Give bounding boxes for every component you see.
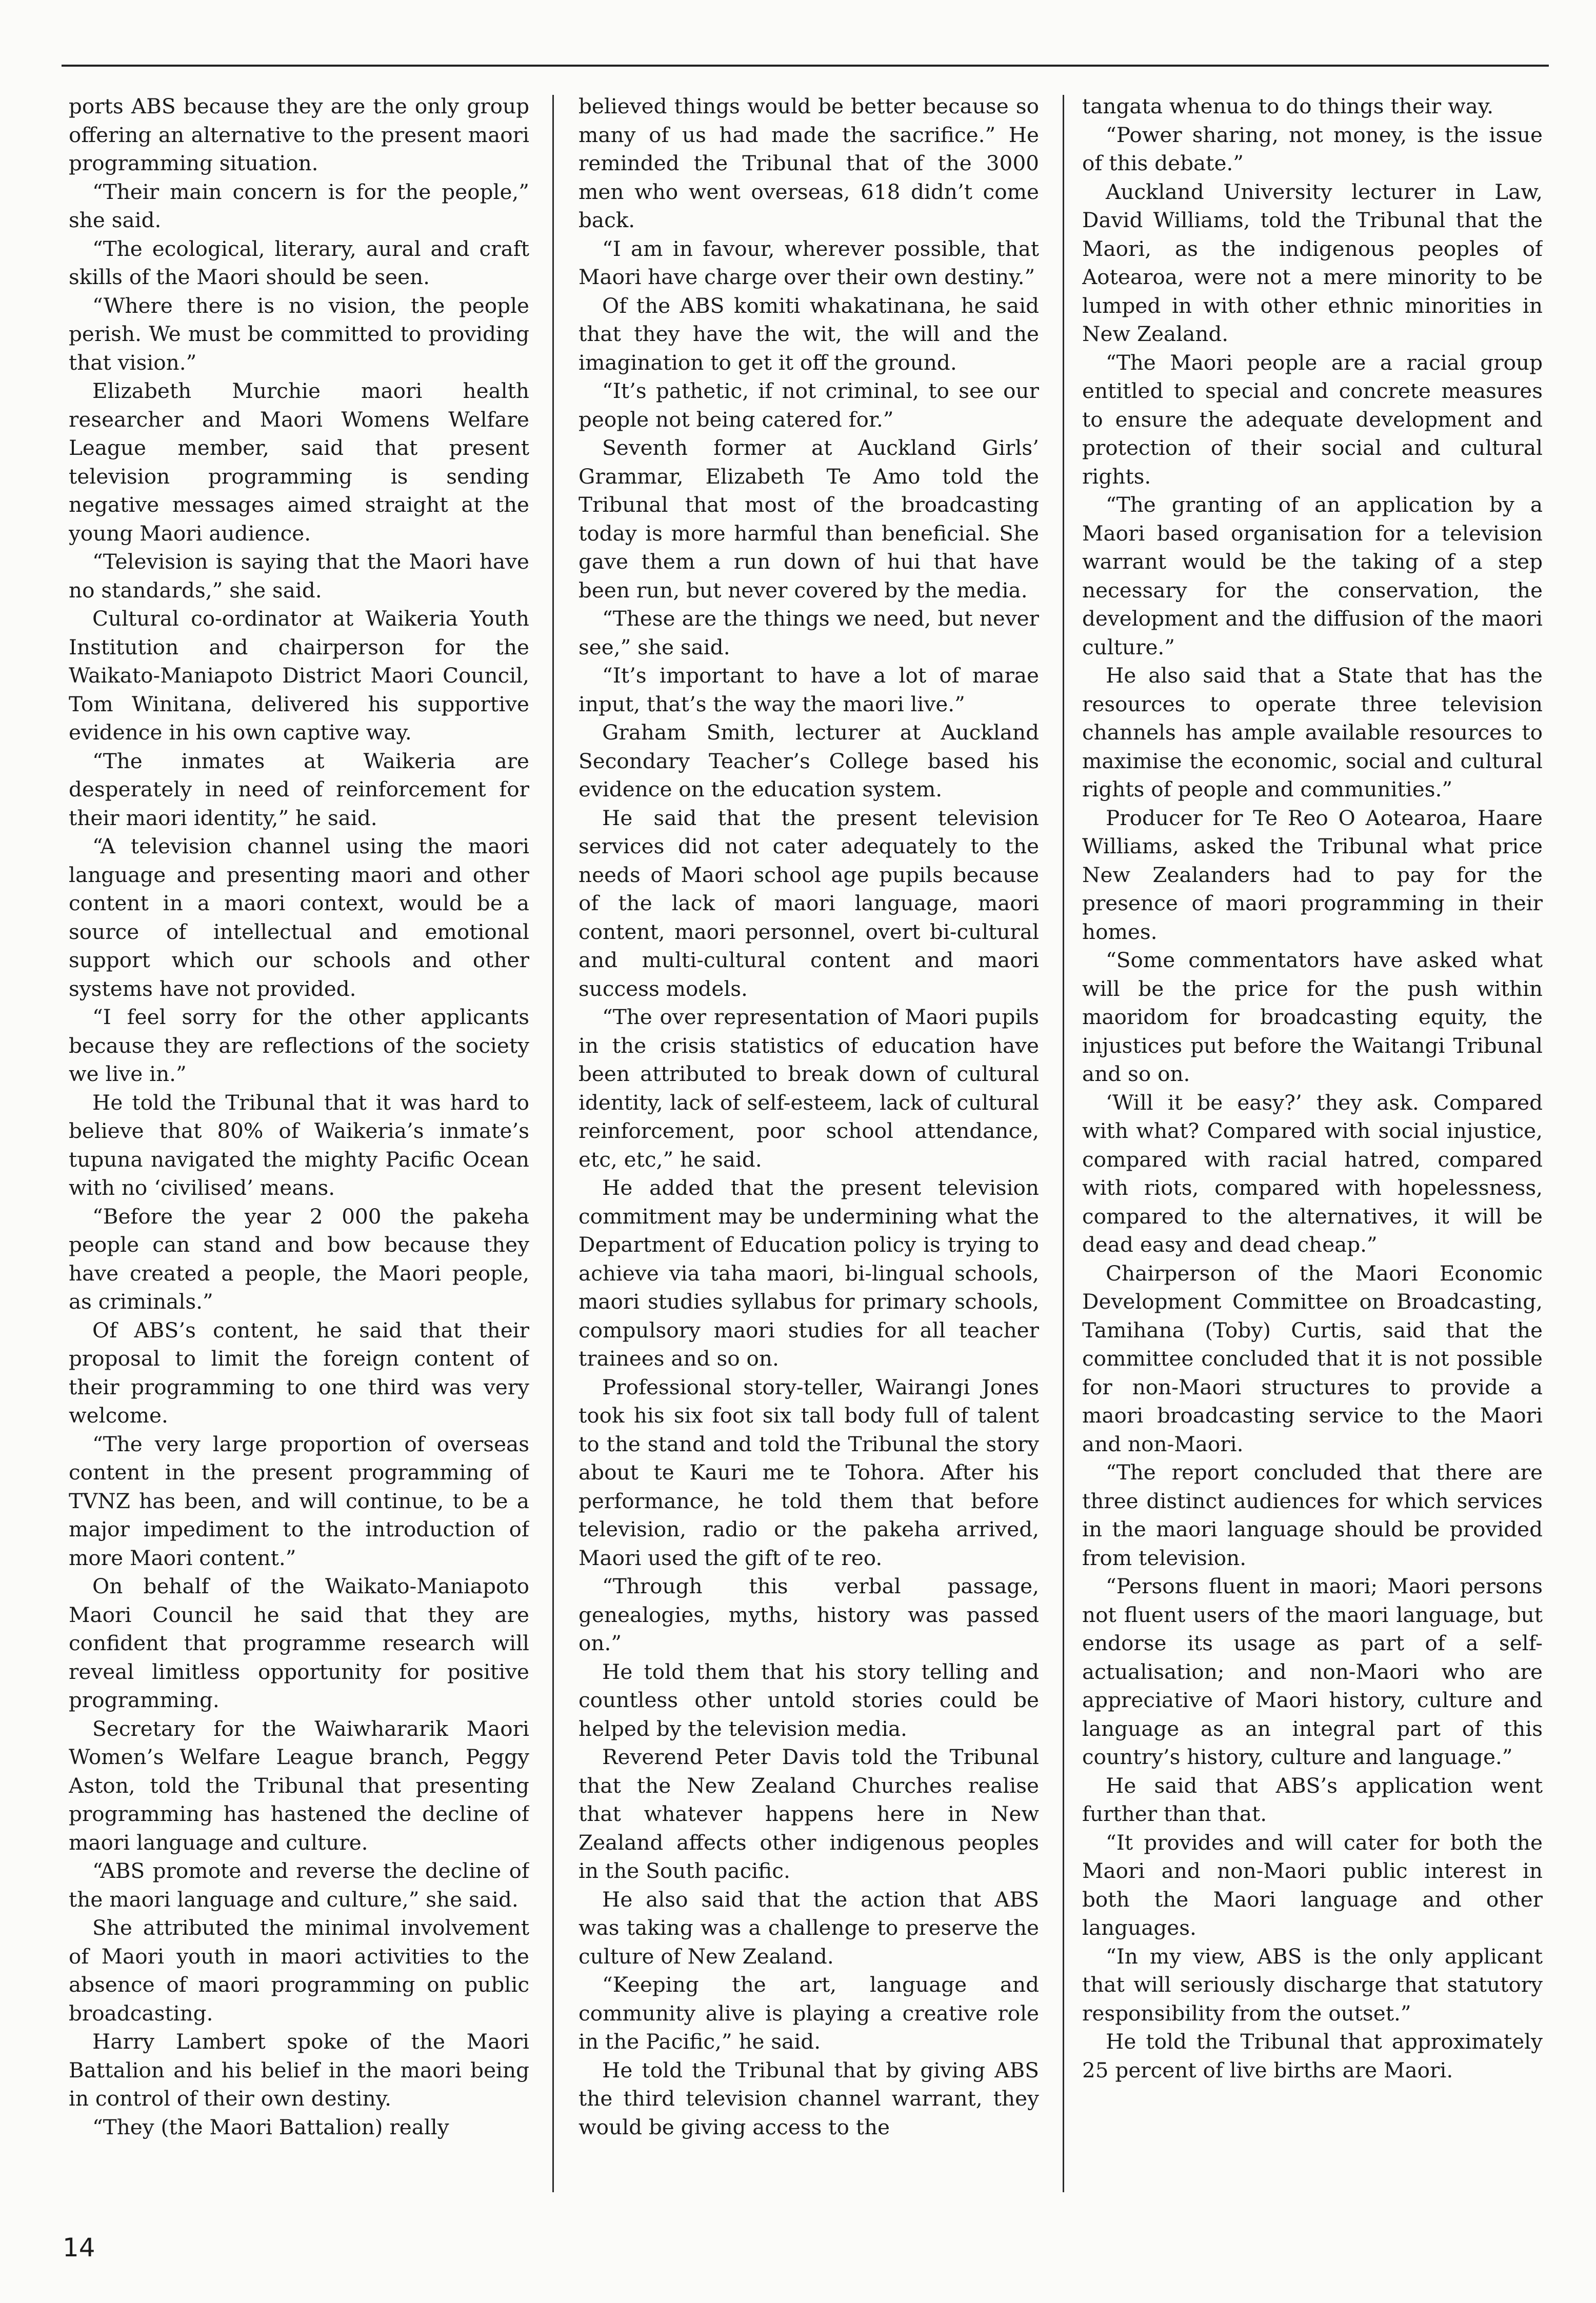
article-paragraph: “A television channel using the maori language and presenting maori and other content in a maori context, would be a source of intellectual and emotional support which our schools and other systems have not provided.: [69, 834, 529, 1001]
article-paragraph: “Keeping the art, language and community alive is playing a creative role in the Pacific,” he said.: [578, 1972, 1039, 2054]
article-paragraph: He said that ABS’s application went further than that.: [1082, 1773, 1543, 1826]
article-paragraph: Auckland University lecturer in Law, David Williams, told the Tribunal that the Maori, as the indigenous peoples of Aotearoa, were not a mere minority to be lumped in with other ethnic minorities in New Zealand.: [1082, 179, 1543, 346]
article-paragraph: He told the Tribunal that by giving ABS the third television channel warrant, they would be giving access to the: [578, 2057, 1039, 2139]
article-paragraph: “It provides and will cater for both the Maori and non-Maori public interest in both the Maori language and other languages.: [1082, 1830, 1543, 1940]
article-paragraph: “In my view, ABS is the only applicant that will seriously discharge that statutory responsibility from the outset.”: [1082, 1944, 1543, 2026]
article-paragraph: “Before the year 2 000 the pakeha people can stand and bow because they have created a people, the Maori people, as criminals.”: [69, 1204, 529, 1314]
article-paragraph: Graham Smith, lecturer at Auckland Secondary Teacher’s College based his evidence on the education system.: [578, 720, 1039, 802]
article-paragraph: Producer for Te Reo O Aotearoa, Haare Williams, asked the Tribunal what price New Zealanders had to pay for the presence of maori programming in their homes.: [1082, 805, 1543, 944]
article-paragraph: “The inmates at Waikeria are desperately in need of reinforcement for their maori identity,” he said.: [69, 748, 529, 830]
article-paragraph: “The very large proportion of overseas content in the present programming of TVNZ has been, and will continue, to be a major impediment to the introduction of more Maori content.”: [69, 1431, 529, 1570]
article-paragraph: Harry Lambert spoke of the Maori Battalion and his belief in the maori being in control of their own destiny.: [69, 2029, 529, 2111]
article-paragraph: “I feel sorry for the other applicants because they are reflections of the society we live in.”: [69, 1005, 529, 1086]
article-paragraph: believed things would be better because so many of us had made the sacrifice.” He reminded the Tribunal that of the 3000 men who went overseas, 618 didn’t come back.: [578, 94, 1039, 232]
article-paragraph: She attributed the minimal involvement of Maori youth in maori activities to the absence of maori programming on public broadcasting.: [69, 1915, 529, 2026]
article-paragraph: “The ecological, literary, aural and craft skills of the Maori should be seen.: [69, 236, 529, 289]
article-paragraph: Chairperson of the Maori Economic Development Committee on Broadcasting, Tamihana (Toby) Curtis, said that the committee concluded that it is not possible for non-Maori structures to provide a maori broadcasting service to the Maori and non-Maori.: [1082, 1260, 1543, 1456]
article-paragraph: “The report concluded that there are three distinct audiences for which services in the maori language should be provided from television.: [1082, 1460, 1543, 1570]
article-paragraph: “Their main concern is for the people,” she said.: [69, 179, 529, 232]
article-paragraph: tangata whenua to do things their way.: [1082, 94, 1494, 118]
article-paragraph: He told them that his story telling and countless other untold stories could be helped by the television media.: [578, 1659, 1039, 1741]
article-paragraph: “They (the Maori Battalion) really: [92, 2114, 449, 2139]
article-paragraph: Reverend Peter Davis told the Tribunal that the New Zealand Churches realise that whatever happens here in New Zealand affects other indigenous peoples in the South pacific.: [578, 1745, 1039, 1883]
article-paragraph: ‘Will it be easy?’ they ask. Compared with what? Compared with social injustice, compared with racial hatred, compared with riots, compared with hopelessness, compared to the alternatives, it will be dead easy and dead cheap.”: [1082, 1090, 1543, 1257]
article-paragraph: “Television is saying that the Maori have no standards,” she said.: [69, 549, 529, 603]
article-paragraph: “The over representation of Maori pupils in the crisis statistics of education have been attributed to break down of cultural identity, lack of self-esteem, lack of cultural reinforcement, poor school attendance, etc, etc,” he said.: [578, 1005, 1039, 1172]
article-paragraph: Secretary for the Waiwhararik Maori Women’s Welfare League branch, Peggy Aston, told the Tribunal that presenting programming has hastened the decline of maori language and culture.: [69, 1716, 529, 1855]
article-paragraph: Professional story-teller, Wairangi Jones took his six foot six tall body full of talent to the stand and told the Tribunal the story about te Kauri me te Tohora. After his performance, he told them that before television, radio or the pakeha arrived, Maori used the gift of te reo.: [578, 1374, 1039, 1570]
article-paragraph: “The granting of an application by a Maori based organisation for a television warrant would be the taking of a step necessary for the conservation, the development and the diffusion of the maori culture.”: [1082, 492, 1543, 659]
article-paragraph: “The Maori people are a racial group entitled to special and concrete measures to ensure the adequate development and protection of their social and cultural rights.: [1082, 350, 1543, 489]
article-column-1: [69, 92, 529, 2205]
article-paragraph: “I am in favour, wherever possible, that Maori have charge over their own destiny.”: [578, 236, 1039, 289]
article-paragraph: ports ABS because they are the only group offering an alternative to the present maori programming situation.: [69, 94, 529, 175]
article-paragraph: He told the Tribunal that approximately 25 percent of live births are Maori.: [1082, 2029, 1543, 2082]
article-paragraph: “These are the things we need, but never see,” she said.: [578, 606, 1039, 659]
article-paragraph: “Power sharing, not money, is the issue of this debate.”: [1082, 122, 1543, 175]
article-paragraph: “Some commentators have asked what will be the price for the push within maoridom for broadcasting equity, the injustices put before the Waitangi Tribunal and so on.: [1082, 948, 1543, 1086]
column-divider: [552, 95, 554, 2192]
article-paragraph: “Where there is no vision, the people perish. We must be committed to providing that vision.”: [69, 293, 529, 375]
article-paragraph: He also said that the action that ABS was taking was a challenge to preserve the culture of New Zealand.: [578, 1887, 1039, 1969]
column-divider: [1063, 95, 1064, 2192]
article-paragraph: “Through this verbal passage, genealogies, myths, history was passed on.”: [578, 1574, 1039, 1655]
article-paragraph: “ABS promote and reverse the decline of the maori language and culture,” she said.: [69, 1858, 529, 1912]
article-column-3: [1082, 92, 1543, 2205]
article-paragraph: He told the Tribunal that it was hard to believe that 80% of Waikeria’s inmate’s tupuna navigated the mighty Pacific Ocean with no ‘civilised’ means.: [69, 1090, 529, 1200]
article-paragraph: Seventh former at Auckland Girls’ Grammar, Elizabeth Te Amo told the Tribunal that most of the broadcasting today is more harmful than beneficial. She gave them a run down of hui that have been run, but never covered by the media.: [578, 435, 1039, 603]
page-number: 14: [63, 2233, 95, 2262]
article-paragraph: He said that the present television services did not cater adequately to the needs of Maori school age pupils because of the lack of maori language, maori content, maori personnel, overt bi-cultural and multi-cultural content and maori success models.: [578, 805, 1039, 1001]
article-column-2: [578, 92, 1039, 2205]
article-paragraph: “Persons fluent in maori; Maori persons not fluent users of the maori language, but endorse its usage as part of a self-actualisation; and non-Maori who are appreciative of Maori history, culture and language as an integral part of this country’s history, culture and language.”: [1082, 1574, 1543, 1769]
article-paragraph: On behalf of the Waikato-Maniapoto Maori Council he said that they are confident that programme research will reveal limitless opportunity for positive programming.: [69, 1574, 529, 1712]
article-paragraph: “It’s important to have a lot of marae input, that’s the way the maori live.”: [578, 663, 1039, 716]
article-paragraph: He added that the present television commitment may be undermining what the Department of Education policy is trying to achieve via taha maori, bi-lingual schools, maori studies syllabus for primary schools, compulsory maori studies for all teacher trainees and so on.: [578, 1175, 1039, 1371]
article-paragraph: Of the ABS komiti whakatinana, he said that they have the wit, the will and the imagination to get it off the ground.: [578, 293, 1039, 375]
article-paragraph: “It’s pathetic, if not criminal, to see our people not being catered for.”: [578, 378, 1039, 432]
article-paragraph: Of ABS’s content, he said that their proposal to limit the foreign content of their programming to one third was very welcome.: [69, 1317, 529, 1428]
top-rule: [62, 65, 1549, 67]
article-paragraph: He also said that a State that has the resources to operate three television channels has ample available resources to maximise the economic, social and cultural rights of people and communities.”: [1082, 663, 1543, 802]
article-paragraph: Cultural co-ordinator at Waikeria Youth Institution and chairperson for the Waikato-Maniapoto District Maori Council, Tom Winitana, delivered his supportive evidence in his own captive way.: [69, 606, 529, 745]
article-paragraph: Elizabeth Murchie maori health researcher and Maori Womens Welfare League member, said that present television programming is sending negative messages aimed straight at the young Maori audience.: [69, 378, 529, 546]
